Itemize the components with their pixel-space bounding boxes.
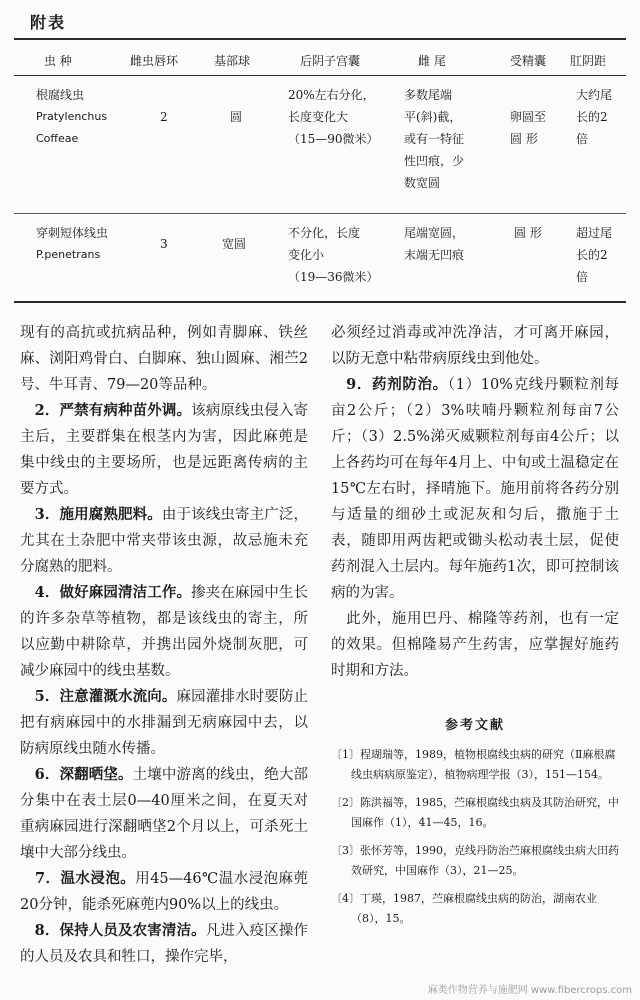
reference-item: 〔4〕丁瑛，1987，苎麻根腐线虫病的防治，湖南农业（8），15。 [331,892,597,925]
cell-lip-rings: 2 [160,110,168,124]
reference-item: 〔1〕程瑚瑞等，1989，植物根腐线虫病的研究（Ⅱ麻根腐线虫病病原鉴定），植物病理学报（3），151—154。 [331,748,616,781]
header-basal-knob: 基部球 [214,54,251,68]
cell-anus-vulva: 大约尾 长的2 倍 [576,88,613,146]
table-rule-mid [14,75,626,76]
header-anus-vulva: 肛阴距 [570,54,607,68]
paragraph: 2．严禁有病种苗外调。该病原线虫侵入寄主后，主要群集在根茎内为害，因此麻蔸是集中线虫的主要场所，也是远距离传病的主要方式。 [20,402,309,497]
paragraph: 8．保持人员及农害清洁。凡进入疫区操作的人员及农具和牲口，操作完毕， [20,922,309,965]
paragraph: 3．施用腐熟肥料。由于该线虫寄主广泛，尤其在土杂肥中常夹带该虫源，故忌施未充分腐熟的肥料。 [20,506,309,575]
cell-uterine-sac: 20%左右分化， 长度变化大 （15—90微米） [288,88,379,146]
cell-lip-rings: 3 [160,237,168,251]
paragraph: 9．药剂防治。（1）10%克线丹颗粒剂每亩2公斤；（2）3%呋喃丹颗粒剂每亩7公斤；（3）2.5%涕灭威颗粒剂每亩4公斤；以上各药均可在每年4月上、中旬或土温稳定在15℃左右时，择晴施下。施用前将各药分别与适量的细砂土或泥灰和匀后，撒施于土表，随即用两齿耙或锄头松动表土层，促使药剂混入土层内。每年施药1次，即可控制该病的为害。 [331,376,620,601]
header-spermatheca: 受精囊 [510,54,547,68]
left-column [20,320,308,970]
cell-species: 穿刺短体线虫 P.penetrans [36,226,109,261]
references-title: 参考文献 [444,718,505,733]
reference-item: 〔3〕张怀芳等，1990，克线丹防治苎麻根腐线虫病大田药效研究，中国麻作（3），21—25。 [331,844,619,877]
paragraph: 此外，施用巴丹、棉隆等药剂，也有一定的效果。但棉隆易产生药害，应掌握好施药时期和方法。 [331,611,620,679]
paragraph: 4．做好麻园清洁工作。掺夹在麻园中生长的许多杂草等植物，都是该线虫的寄主，所以应勤中耕除草，并携出园外烧制灰肥，可减少麻园中的线虫基数。 [20,584,309,679]
paragraph: 5．注意灌溉水流向。麻园灌排水时要防止把有病麻园中的水排漏到无病麻园中去，以防病原线虫随水传播。 [20,688,309,757]
cell-basal-knob: 宽圆 [222,237,247,251]
cell-basal-knob: 圆 [230,110,243,124]
header-tail: 雌 尾 [418,54,446,68]
paragraph: 6．深翻晒垡。土壤中游离的线虫，绝大部分集中在表土层0—40厘米之间，在夏天对重病麻园进行深翻晒垡2个月以上，可杀死土壤中大部分线虫。 [20,766,309,861]
paragraph: 必须经过消毒或冲洗净洁，才可离开麻园，以防无意中粘带病原线虫到他处。 [331,325,619,367]
cell-tail: 尾端宽圆， 末端无凹痕 [404,226,465,262]
appendix-title: 附表 [30,13,67,32]
header-lip-rings: 雌虫唇环 [130,54,179,68]
table-rule-bottom [14,301,626,303]
right-column [331,320,619,937]
cell-spermatheca: 卵圆至 圆 形 [510,110,547,146]
watermark: 麻类作物营养与施肥网 www.fibercrops.com [427,985,632,996]
reference-item: 〔2〕陈洪福等，1985，苎麻根腐线虫病及其防治研究，中国麻作（1），41—45，16。 [331,796,619,829]
cell-tail: 多数尾端 平(斜)截， 或有一特征 性凹痕，少 数宽圆 [404,88,465,190]
table-rule-top [14,38,626,40]
cell-species: 根腐线虫 Pratylenchus Coffeae [36,88,108,145]
header-species: 虫 种 [44,54,72,68]
header-uterine-sac: 后阴子宫囊 [300,54,361,68]
cell-anus-vulva: 超过尾 长的2 倍 [576,226,613,284]
cell-uterine-sac: 不分化，长度 变化小 （19—36微米） [288,226,379,284]
cell-spermatheca: 圆 形 [514,226,542,240]
paragraph: 现有的高抗或抗病品种，例如青脚麻、铁丝麻、浏阳鸡骨白、白脚麻、独山圆麻、湘苎2号、牛耳青、79—20等品种。 [20,325,308,393]
table-rule-row [14,213,626,214]
paragraph: 7．温水浸泡。用45—46℃温水浸泡麻蔸20分钟，能杀死麻蔸内90%以上的线虫。 [20,870,309,913]
